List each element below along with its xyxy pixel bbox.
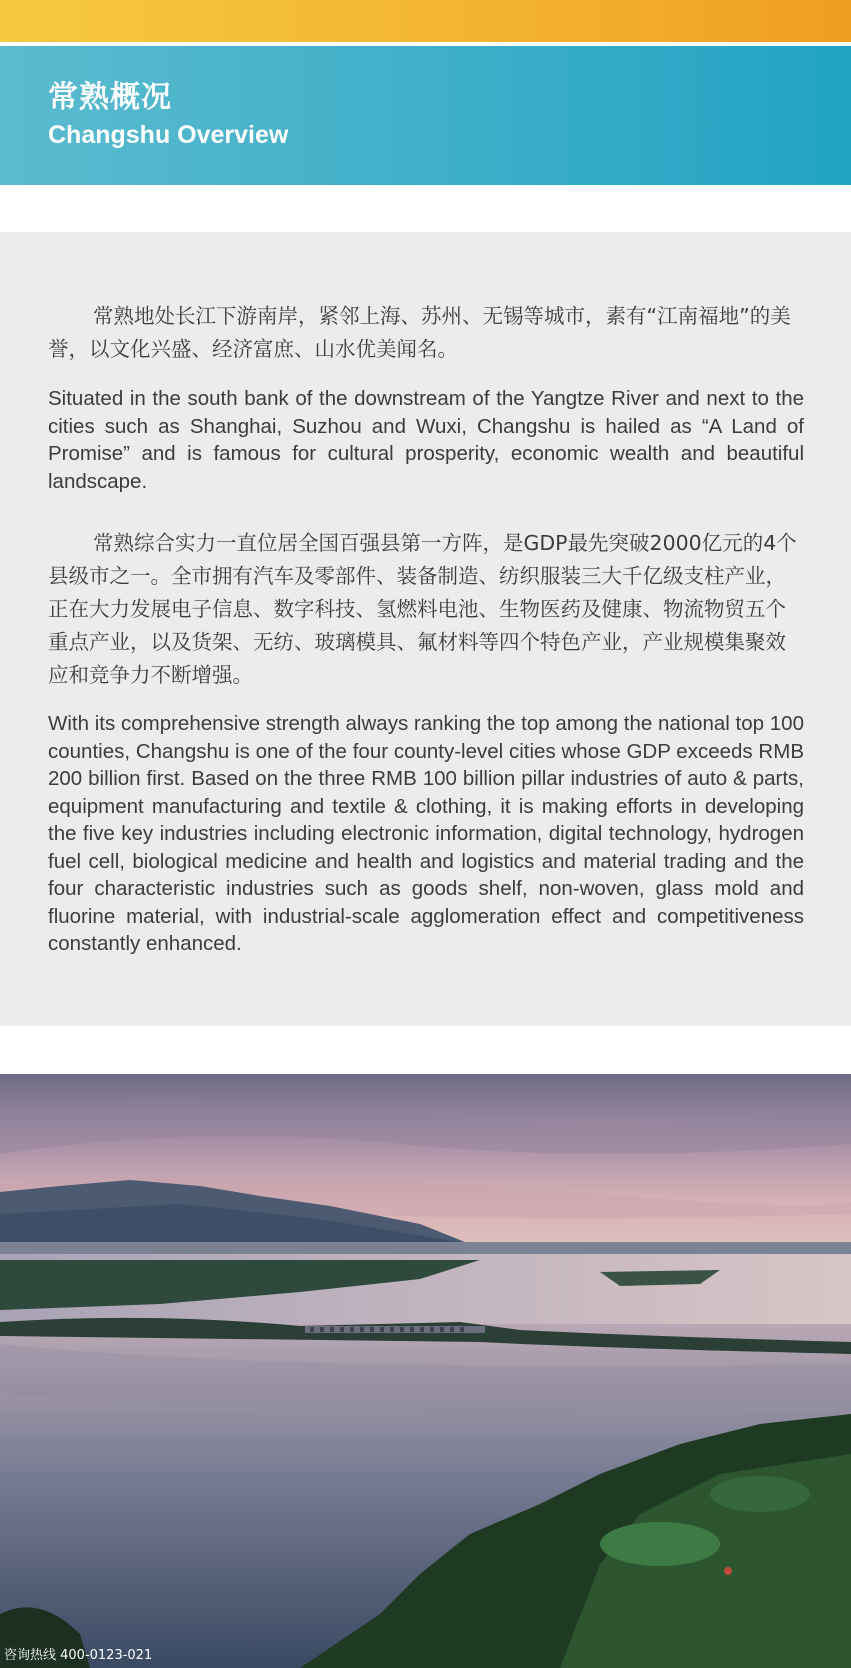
top-accent-band	[0, 0, 851, 42]
intro-paragraph-en: Situated in the south bank of the downstream of the Yangtze River and next to the cities such as Shanghai, Suzhou and Wuxi, Changshu is hailed as “A Land of Promise” and is famous for cultural prosperity, economic wealth and beautiful landscape.	[48, 387, 804, 493]
economy-paragraph-cn: 常熟综合实力一直位居全国百强县第一方阵，是GDP最先突破2000亿元的4个县级市之一。全市拥有汽车及零部件、装备制造、纺织服装三大千亿级支柱产业，正在大力发展电子信息、数字科技、氢燃料电池、生物医药及健康、物流物贸五个重点产业，以及货架、无纺、玻璃模具、氟材料等四个特色产业，产业规模集聚效应和竞争力不断增强。	[48, 531, 797, 687]
lake-landscape-photo	[0, 1074, 851, 1668]
intro-paragraph-cn: 常熟地处长江下游南岸，紧邻上海、苏州、无锡等城市，素有“江南福地”的美誉，以文化兴盛、经济富庶、山水优美闻名。	[48, 304, 791, 361]
page-title-cn: 常熟概况	[48, 80, 172, 115]
hotline-text: 咨询热线 400-0123-021	[4, 1648, 153, 1663]
page-title-en: Changshu Overview	[48, 121, 289, 149]
economy-paragraph-en: With its comprehensive strength always ranking the top among the national top 100 counties, Changshu is one of the four county-level cities whose GDP exceeds RMB 200 billion first. Based on the three RMB 100 billion pillar industries of auto & parts, equipment manufacturing and textile & clothing, it is making efforts in developing the five key industries including electronic information, digital technology, hydrogen fuel cell, biological medicine and health and logistics and material trading and the four characteristic industries such as goods shelf, non-woven, glass mold and fluorine material, with industrial-scale agglomeration effect and competitiveness constantly enhanced.	[48, 712, 804, 955]
